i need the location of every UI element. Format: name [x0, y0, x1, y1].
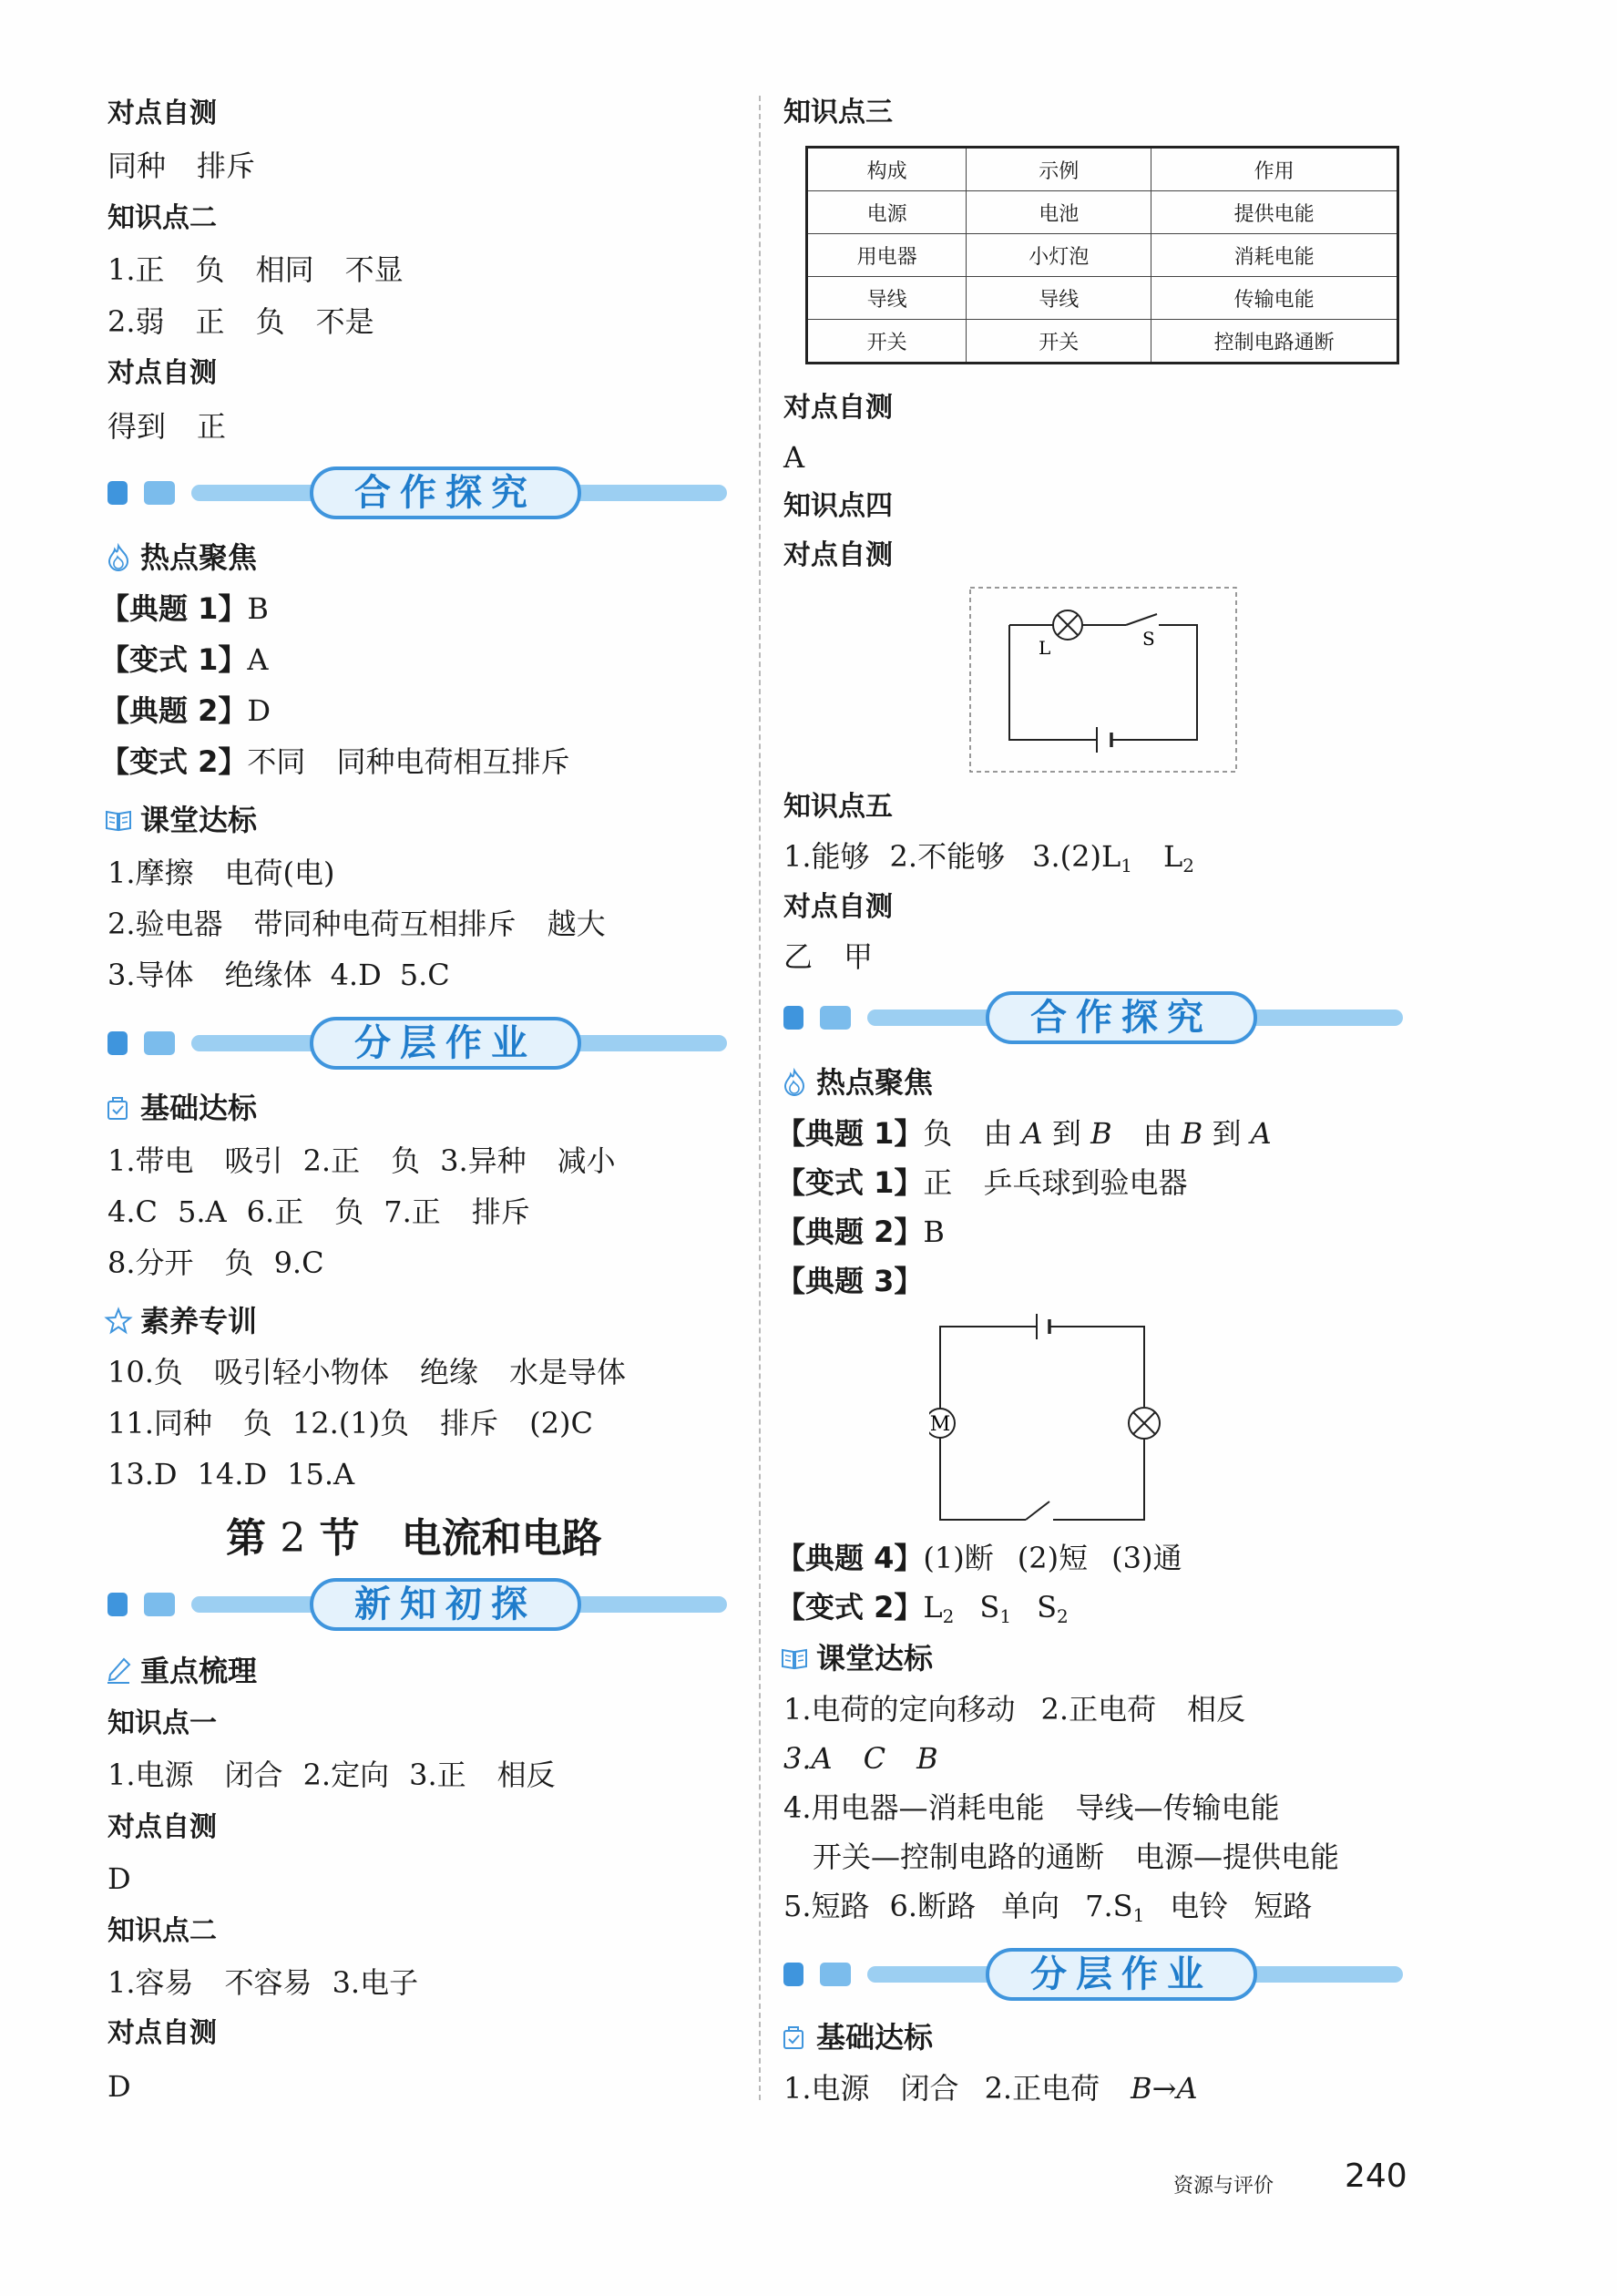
section-banner-homework [107, 1013, 727, 1071]
answer-line: 1.能够 2.不能够 $3.(2)L_1$ $L_2$ [783, 839, 1194, 876]
answer-line: 1.电源 闭合 2.定向 3.正 相反 [107, 1758, 556, 1792]
answer-line: 1.电荷的定向移动 2.正电荷 相反 [783, 1692, 1246, 1727]
table-row: 用电器 小灯泡 消耗电能 [807, 234, 1398, 277]
circuit-diagram-lamp-switch [969, 587, 1239, 774]
open-book-icon [104, 805, 133, 835]
section-banner-homework [783, 1944, 1403, 2003]
answer-line: 开关—控制电路的通断 电源—提供电能 [813, 1840, 1340, 1874]
self-test-label: 对点自测 [783, 539, 893, 571]
self-test-label: 对点自测 [107, 357, 217, 389]
answer-line: 【典题 1】负 由 A 到 B 由 B 到 A [776, 1116, 1272, 1151]
subsection-class-goal: 课堂达标 [780, 1640, 933, 1676]
knowledge-point-label: 知识点一 [107, 1707, 217, 1739]
motor-label: M [929, 1413, 951, 1436]
answer-line: 1.正 负 相同 不显 [107, 252, 404, 287]
answer-line: 5.短路 6.断路 单向 $7.S_1$ 电铃 短路 [783, 1889, 1313, 1926]
subsection-basic: 基础达标 [104, 1090, 257, 1126]
answer-line: 【变式 1】A [100, 642, 269, 677]
flame-icon [780, 1068, 809, 1097]
checklist-icon [104, 1093, 133, 1122]
answer-line: 13.D 14.D 15.A [107, 1457, 355, 1491]
chapter-title: 第 2 节 电流和电路 [226, 1515, 602, 1562]
circuit-diagram-motor-lamp [929, 1308, 1166, 1527]
star-icon [104, 1307, 133, 1336]
answer-line: 3.A C B [783, 1741, 938, 1776]
answer-line: 1.电源 闭合 2.正电荷 B→A [783, 2071, 1198, 2106]
knowledge-point-label: 知识点五 [783, 791, 893, 823]
answer-line: 【变式 2】$L_2$ $S_1$ $S_2$ [776, 1590, 1069, 1627]
banner-title: 合作探究 [986, 991, 1257, 1044]
section-banner-cooperative [107, 463, 727, 521]
subsection-basic: 基础达标 [780, 2019, 933, 2055]
knowledge-point-label: 知识点二 [107, 1915, 217, 1947]
answer-line: 4.C 5.A 6.正 负 7.正 排斥 [107, 1194, 530, 1229]
subsection-hotspot: 热点聚焦 [780, 1064, 933, 1101]
table-row: 开关 开关 控制电路通断 [807, 320, 1398, 364]
banner-title: 合作探究 [310, 466, 581, 519]
answer-line: 【典题 2】D [100, 693, 271, 728]
answer-line: 【典题 1】B [100, 591, 269, 626]
banner-title: 新知初探 [310, 1578, 581, 1631]
self-test-label: 对点自测 [783, 392, 893, 424]
answer-line: 10.负 吸引轻小物体 绝缘 水是导体 [107, 1355, 626, 1389]
open-book-icon [780, 1644, 809, 1673]
subsection-hotspot: 热点聚焦 [104, 539, 257, 576]
checklist-icon [780, 2023, 809, 2052]
switch-label: S [1142, 628, 1155, 650]
lamp-label: L [1039, 637, 1051, 659]
answer-line: 3.导体 绝缘体 4.D 5.C [107, 958, 450, 992]
subsection-key-points: 重点梳理 [104, 1653, 257, 1689]
self-test-label: 对点自测 [107, 97, 217, 129]
subsection-literacy: 素养专训 [104, 1303, 257, 1339]
footer-text: 资源与评价 [1173, 2175, 1274, 2198]
answer-line: 4.用电器—消耗电能 导线—传输电能 [783, 1790, 1280, 1825]
answer-line: 1.摩擦 电荷(电) [107, 856, 335, 890]
knowledge-point-label: 知识点二 [107, 202, 217, 234]
answer-line: D [107, 2069, 131, 2104]
table-header: 构成 [807, 148, 967, 191]
table-row: 电源 电池 提供电能 [807, 191, 1398, 234]
answer-line: 2.弱 正 负 不是 [107, 304, 374, 339]
self-test-label: 对点自测 [107, 2017, 217, 2049]
column-divider [759, 96, 761, 2100]
answer-line: 1.容易 不容易 3.电子 [107, 1965, 419, 2000]
knowledge-point-label: 知识点三 [783, 97, 893, 128]
answer-line: 【典题 2】B [776, 1215, 945, 1249]
page-number: 240 [1345, 2158, 1407, 2195]
answer-line: 1.带电 吸引 2.正 负 3.异种 减小 [107, 1143, 616, 1178]
banner-title: 分层作业 [310, 1017, 581, 1070]
answer-line: 乙 甲 [783, 939, 874, 974]
answer-line: 【变式 2】不同 同种电荷相互排斥 [100, 744, 570, 779]
component-table [805, 146, 1399, 364]
answer-line: 8.分开 负 9.C [107, 1245, 324, 1280]
answer-line: 11.同种 负 12.(1)负 排斥 (2)C [107, 1406, 593, 1440]
answer-line: 得到 正 [107, 409, 227, 444]
table-header: 作用 [1151, 148, 1398, 191]
table-header: 示例 [967, 148, 1151, 191]
flame-icon [104, 543, 133, 572]
self-test-label: 对点自测 [783, 891, 893, 923]
answer-line: 【典题 3】 [776, 1264, 924, 1298]
banner-title: 分层作业 [986, 1948, 1257, 2001]
self-test-label: 对点自测 [107, 1811, 217, 1843]
answer-line: 【典题 4】(1)断 (2)短 (3)通 [776, 1541, 1182, 1575]
answer-line: D [107, 1861, 131, 1896]
knowledge-point-label: 知识点四 [783, 490, 893, 522]
subsection-class-goal: 课堂达标 [104, 802, 257, 838]
answer-line: A [783, 440, 805, 475]
section-banner-cooperative [783, 988, 1403, 1046]
table-row [807, 148, 1398, 191]
answer-line: 【变式 1】正 乒乓球到验电器 [776, 1165, 1188, 1200]
section-banner-new-knowledge [107, 1574, 727, 1633]
table-row: 导线 导线 传输电能 [807, 277, 1398, 320]
answer-line: 2.验电器 带同种电荷互相排斥 越大 [107, 907, 606, 941]
answer-line: 同种 排斥 [107, 149, 256, 183]
pen-icon [104, 1656, 133, 1686]
